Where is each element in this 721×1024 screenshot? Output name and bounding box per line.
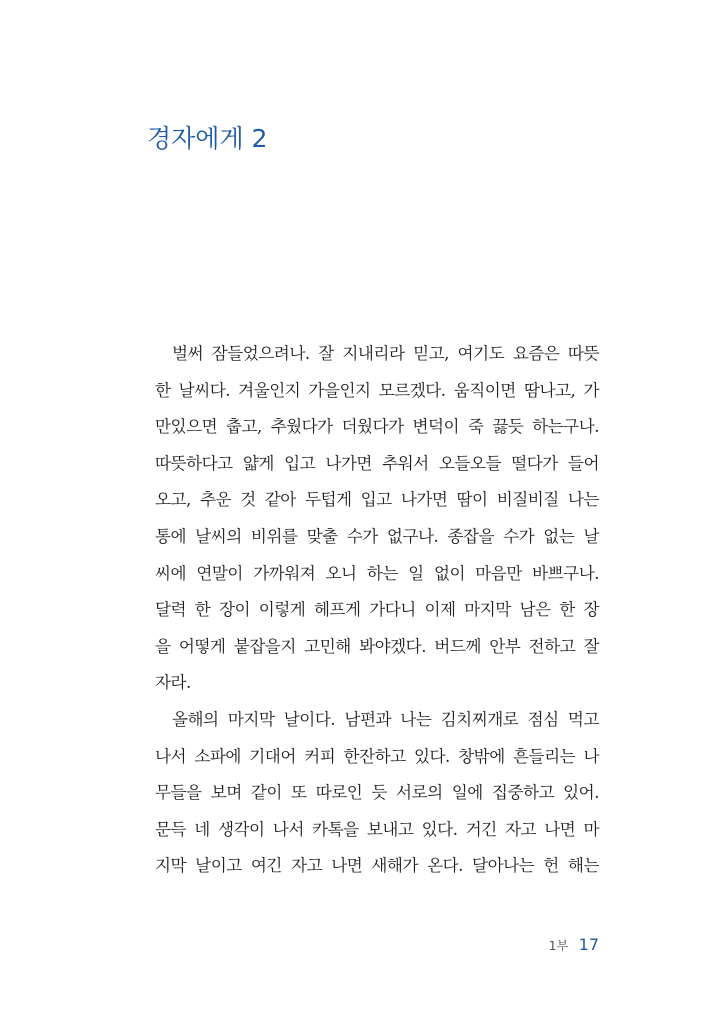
text-line: 나서 소파에 기대어 커피 한잔하고 있다. 창밖에 흔들리는 나: [155, 746, 599, 766]
text-line: 지막 날이고 여긴 자고 나면 새해가 온다. 달아나는 헌 해는: [155, 856, 599, 876]
text-line: 통에 날씨의 비위를 맞출 수가 없구나. 종잡을 수가 없는 날: [155, 526, 599, 546]
text-line: 달력 한 장이 이렇게 헤프게 가다니 이제 마지막 남은 한 장: [155, 600, 599, 620]
chapter-title: 경자에게 2: [147, 124, 268, 153]
page-footer: [549, 935, 599, 954]
text-line: 만있으면 춥고, 추웠다가 더웠다가 변덕이 죽 끓듯 하는구나.: [155, 417, 599, 437]
body-text: [155, 336, 599, 885]
text-line: 씨에 연말이 가까워져 오니 하는 일 없이 마음만 바쁘구나.: [155, 563, 599, 583]
text-line: 따뜻하다고 얇게 입고 나가면 추워서 오들오들 떨다가 들어: [155, 453, 599, 473]
part-label: 1부: [548, 938, 569, 953]
text-line: 오고, 추운 것 같아 두텁게 입고 나가면 땀이 비질비질 나는: [155, 490, 599, 510]
text-line: 무들을 보며 같이 또 따로인 듯 서로의 일에 집중하고 있어.: [155, 783, 599, 803]
text-line: 문득 네 생각이 나서 카톡을 보내고 있다. 거긴 자고 나면 마: [155, 819, 599, 839]
text-line: 자라.: [155, 673, 191, 693]
text-line: 올해의 마지막 날이다. 남편과 나는 김치찌개로 점심 먹고: [172, 709, 599, 729]
text-line: 벌써 잠들었으려나. 잘 지내리라 믿고, 여기도 요즘은 따뜻: [172, 344, 599, 363]
text-line: 한 날씨다. 겨울인지 가을인지 모르겠다. 움직이면 땀나고, 가: [155, 380, 599, 400]
text-line: 을 어떻게 붙잡을지 고민해 봐야겠다. 버드께 안부 전하고 잘: [155, 636, 599, 656]
page-number: 17: [578, 935, 599, 954]
